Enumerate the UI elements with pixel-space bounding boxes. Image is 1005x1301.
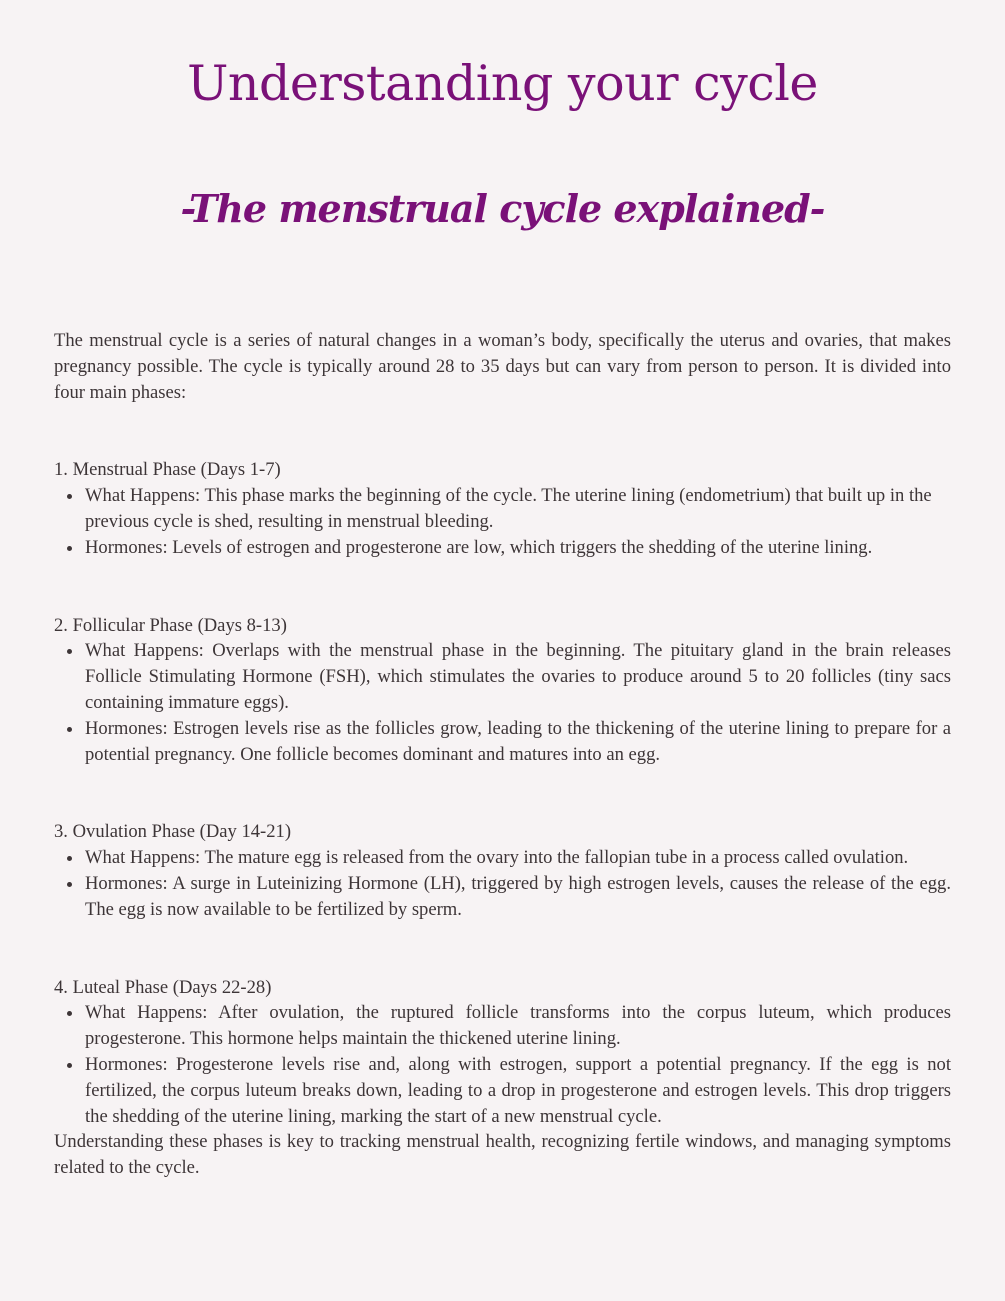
list-item-hormones: Hormones: A surge in Luteinizing Hormone (LH), triggered by high estrogen levels, causes the release of the egg. The egg is now available to be fertilized by sperm. [85,871,951,923]
phase-section-follicular [54,613,951,768]
intro-paragraph: The menstrual cycle is a series of natural changes in a woman’s body, specifically the uterus and ovaries, that makes pregnancy possible. The cycle is typically around 28 to 35 days but can vary from person to person. It is divided into four main phases: [54,330,951,403]
page-subtitle: -The menstrual cycle explained- [180,186,825,231]
document-body [54,328,951,1181]
list-item-hormones: Hormones: Progesterone levels rise and, along with estrogen, support a potential pregnancy. If the egg is not fertilized, the corpus luteum breaks down, leading to a drop in progesterone and estrogen levels. This drop triggers the shedding of the uterine lining, marking the start of a new menstrual cycle. [85,1052,951,1129]
phase-title: 2. Follicular Phase (Days 8-13) [54,614,287,636]
phase-bullet-list [54,845,951,922]
list-item-what-happens: What Happens: After ovulation, the ruptured follicle transforms into the corpus luteum, which produces progesterone. This hormone helps maintain the thickened uterine lining. [85,1000,951,1052]
phase-title: 3. Ovulation Phase (Day 14-21) [54,821,292,843]
phase-section-menstrual [54,457,951,560]
list-item-what-happens: What Happens: The mature egg is released from the ovary into the fallopian tube in a process called ovulation. [85,845,951,871]
list-item-what-happens: What Happens: Overlaps with the menstrual phase in the beginning. The pituitary gland in the brain releases Follicle Stimulating Hormone (FSH), which stimulates the ovaries to produce around 5 to 20 follicles (tiny sacs containing immature eggs). [85,638,951,715]
list-item-what-happens: What Happens: This phase marks the beginning of the cycle. The uterine lining (endometrium) that built up in the previous cycle is shed, resulting in menstrual bleeding. [85,483,951,535]
page-title: Understanding your cycle [187,55,818,112]
phase-bullet-list [54,638,951,767]
phase-bullet-list [54,483,951,560]
phase-title: 1. Menstrual Phase (Days 1-7) [54,459,281,481]
phase-bullet-list [54,1000,951,1129]
phase-title: 4. Luteal Phase (Days 22-28) [54,976,272,998]
list-item-hormones: Hormones: Levels of estrogen and progesterone are low, which triggers the shedding of the uterine lining. [85,535,951,561]
phase-section-ovulation [54,819,951,922]
phase-section-luteal [54,975,951,1130]
list-item-hormones: Hormones: Estrogen levels rise as the follicles grow, leading to the thickening of the uterine lining to prepare for a potential pregnancy. One follicle becomes dominant and matures into an egg. [85,716,951,768]
closing-paragraph: Understanding these phases is key to tracking menstrual health, recognizing fertile windows, and managing symptoms related to the cycle. [54,1131,951,1179]
